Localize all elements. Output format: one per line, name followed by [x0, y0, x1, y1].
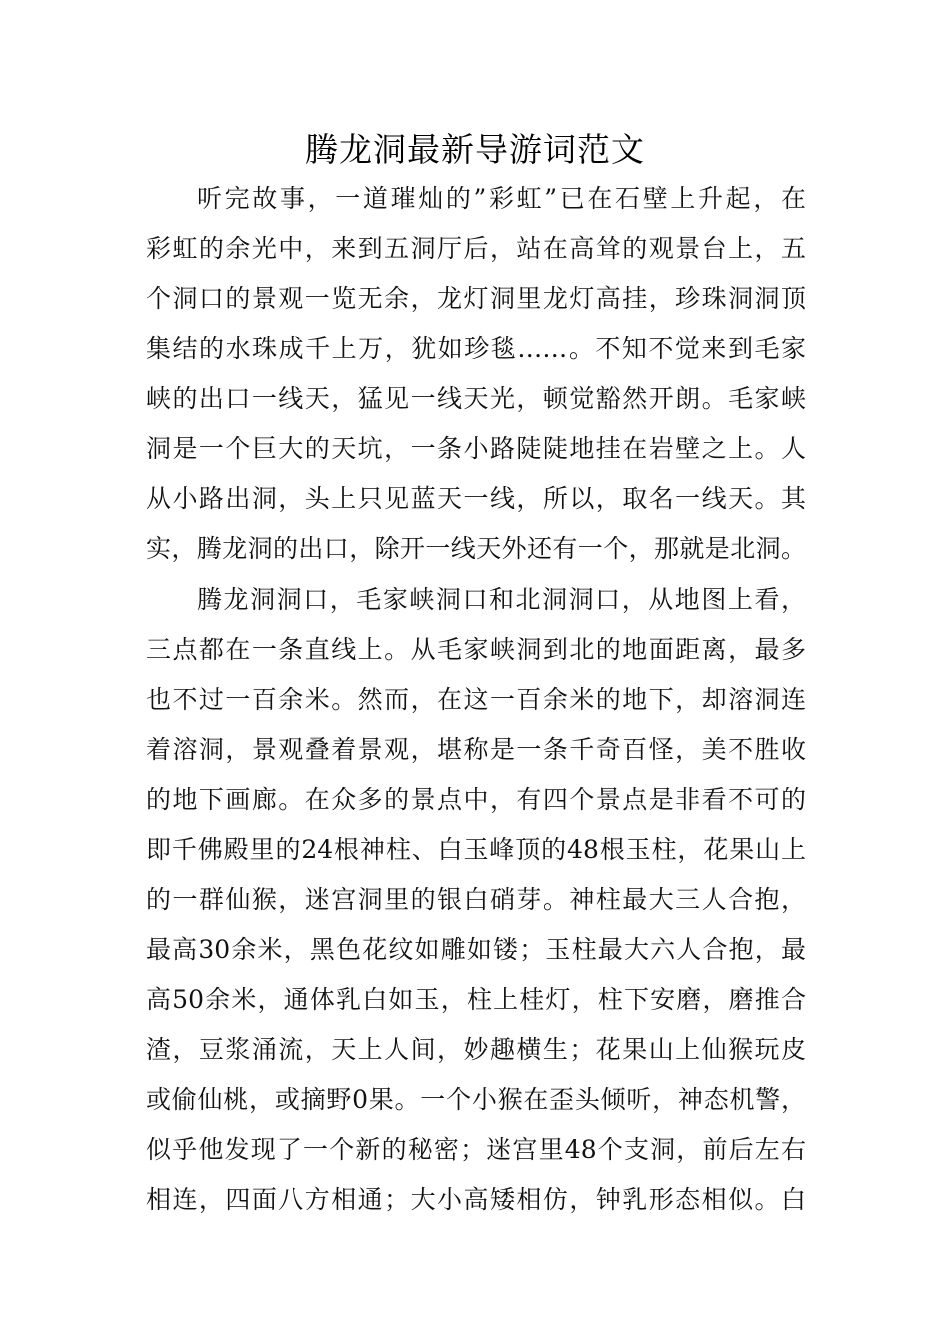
text-line: 的一群仙猴，迷宫洞里的银白硝芽。神柱最大三人合抱， [146, 885, 806, 914]
text-line: 实，腾龙洞的出口，除开一线天外还有一个，那就是北洞。 [146, 534, 806, 563]
text-line: 最高30余米，黑色花纹如雕如镂；玉柱最大六人合抱，最 [146, 935, 806, 964]
text-line: 峡的出口一线天，猛见一线天光，顿觉豁然开朗。毛家峡 [146, 384, 806, 413]
text-line: 洞是一个巨大的天坑，一条小路陡陡地挂在岩壁之上。人 [146, 434, 806, 463]
text-line: 或偷仙桃，或摘野0果。一个小猴在歪头倾听，神态机警， [146, 1085, 806, 1114]
text-line: 即千佛殿里的24根神柱、白玉峰顶的48根玉柱，花果山上 [146, 835, 806, 864]
text-line: 也不过一百余米。然而，在这一百余米的地下，却溶洞连 [146, 685, 806, 714]
document-title: 腾龙洞最新导游词范文 [305, 130, 645, 169]
text-line: 腾龙洞洞口，毛家峡洞口和北洞洞口，从地图上看， [197, 585, 806, 614]
text-line: 的地下画廊。在众多的景点中，有四个景点是非看不可的 [146, 785, 806, 814]
text-line: 听完故事，一道璀灿的”彩虹”已在石壁上升起，在 [197, 184, 806, 213]
text-line: 相连，四面八方相通；大小高矮相仿，钟乳形态相似。白 [146, 1185, 806, 1214]
text-line: 高50余米，通体乳白如玉，柱上桂灯，柱下安磨，磨推合 [146, 985, 806, 1014]
text-line: 集结的水珠成千上万，犹如珍毯……。不知不觉来到毛家 [146, 334, 806, 363]
text-line: 个洞口的景观一览无余，龙灯洞里龙灯高挂，珍珠洞洞顶 [146, 284, 806, 313]
text-line: 三点都在一条直线上。从毛家峡洞到北的地面距离，最多 [146, 635, 806, 664]
text-line: 着溶洞，景观叠着景观，堪称是一条千奇百怪，美不胜收 [146, 735, 806, 764]
text-line: 似乎他发现了一个新的秘密；迷宫里48个支洞，前后左右 [146, 1135, 806, 1164]
text-line: 彩虹的余光中，来到五洞厅后，站在高耸的观景台上，五 [146, 234, 806, 263]
text-line: 从小路出洞，头上只见蓝天一线，所以，取名一线天。其 [146, 484, 806, 513]
text-line: 渣，豆浆涌流，天上人间，妙趣横生；花果山上仙猴玩皮 [146, 1035, 806, 1064]
